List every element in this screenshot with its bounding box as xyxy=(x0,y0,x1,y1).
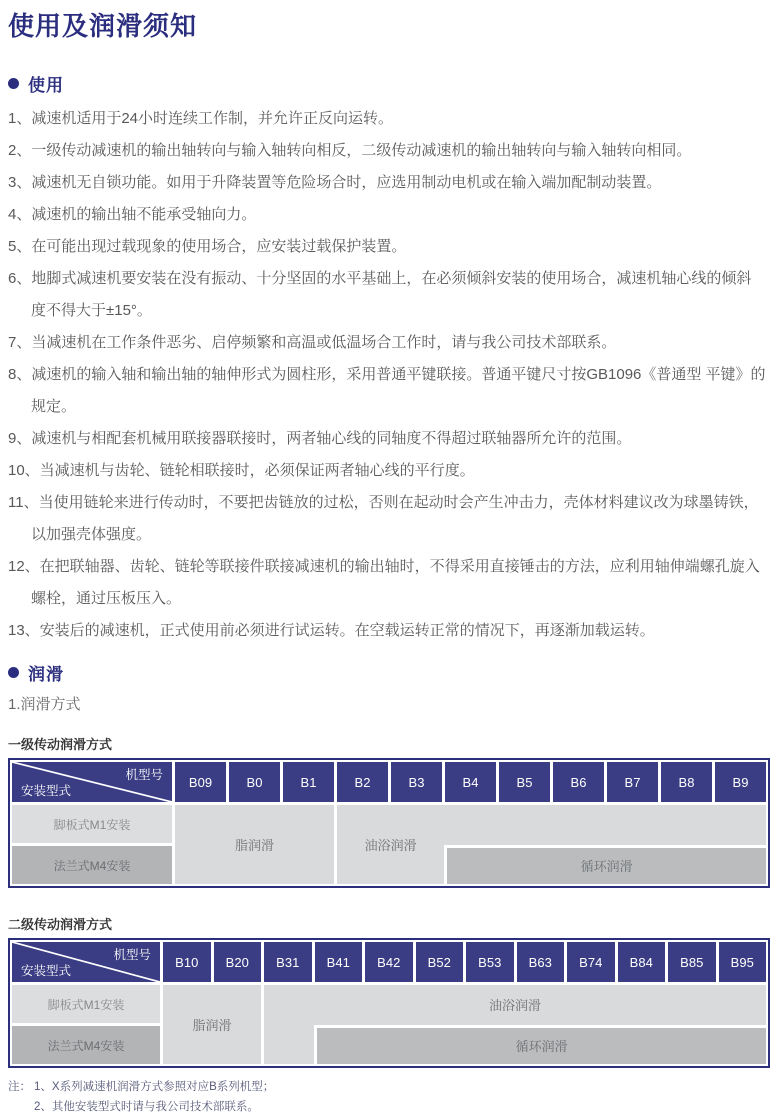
model-header-cell: B4 xyxy=(445,762,496,802)
footnote-indent xyxy=(8,1097,34,1117)
corner-label-mounting: 安装型式 xyxy=(21,784,72,798)
usage-section-title: 使用 xyxy=(28,76,64,95)
mounting-row-header: 法兰式M4安装 xyxy=(12,846,172,884)
oil-bath-region xyxy=(337,805,766,884)
model-header-cell: B8 xyxy=(661,762,712,802)
footnote-line xyxy=(8,1097,766,1117)
grease-lubrication-block: 脂润滑 xyxy=(163,985,261,1064)
usage-instruction-item: 13、安装后的减速机，正式使用前必须进行试运转。在空载运转正常的情况下，再逐渐加载运转。 xyxy=(8,622,655,639)
model-header-cell: B52 xyxy=(416,942,464,982)
usage-instruction-item: 7、当减速机在工作条件恶劣、启停频繁和高温或低温场合工作时，请与我公司技术部联系。 xyxy=(8,334,617,351)
usage-instruction-list xyxy=(8,103,766,647)
model-header-cell: B74 xyxy=(567,942,615,982)
usage-instruction-item: 1、减速机适用于24小时连续工作制，并允许正反向运转。 xyxy=(8,110,394,127)
oil-bath-label: 油浴润滑 xyxy=(364,838,417,853)
model-header-cell: B9 xyxy=(715,762,766,802)
model-header-cell: B6 xyxy=(553,762,604,802)
model-header-cell: B53 xyxy=(466,942,514,982)
usage-instruction-item: 5、在可能出现过载现象的使用场合，应安装过载保护装置。 xyxy=(8,238,407,255)
single-stage-table-caption: 一级传动润滑方式 xyxy=(8,737,113,752)
model-header-cell: B41 xyxy=(315,942,363,982)
table-corner-cell xyxy=(12,942,160,982)
model-header-cell: B84 xyxy=(618,942,666,982)
footnote-text: 2、其他安装型式时请与我公司技术部联系。 xyxy=(34,1101,259,1113)
model-header-cell: B42 xyxy=(365,942,413,982)
single-stage-lubrication-table xyxy=(8,758,770,888)
usage-instruction-item: 3、减速机无自锁功能。如用于升降装置等危险场合时，应选用制动电机或在输入端加配制动装置。 xyxy=(8,174,662,191)
model-header-cell: B85 xyxy=(668,942,716,982)
footnote-prefix: 注： xyxy=(8,1081,31,1093)
mounting-row-header: 脚板式M1安装 xyxy=(12,805,172,843)
model-header-cell: B2 xyxy=(337,762,388,802)
model-header-cell: B95 xyxy=(719,942,767,982)
footnote-line xyxy=(8,1077,766,1097)
oil-bath-label: 油浴润滑 xyxy=(488,998,541,1014)
mounting-row-header: 法兰式M4安装 xyxy=(12,1026,160,1064)
table-corner-cell xyxy=(12,762,172,802)
usage-instruction-item: 6、地脚式减速机要安装在没有振动、十分坚固的水平基础上，在必须倾斜安装的使用场合，减速机轴心线的倾斜度不得大于±15°。 xyxy=(8,270,752,319)
corner-label-model: 机型号 xyxy=(113,948,151,962)
corner-label-model: 机型号 xyxy=(125,768,163,782)
usage-instruction-item: 8、减速机的输入轴和输出轴的轴伸形式为圆柱形，采用普通平键联接。普通平键尺寸按GB1096《普通型 平键》的规定。 xyxy=(8,366,766,415)
model-header-cell: B7 xyxy=(607,762,658,802)
usage-instruction-item: 4、减速机的输出轴不能承受轴向力。 xyxy=(8,206,257,223)
two-stage-lubrication-table xyxy=(8,938,770,1068)
two-stage-table-caption: 二级传动润滑方式 xyxy=(8,917,113,932)
model-header-cell: B09 xyxy=(175,762,226,802)
footnote-text: 1、X系列减速机润滑方式参照对应B系列机型； xyxy=(34,1081,275,1093)
usage-instruction-item: 2、一级传动减速机的输出轴转向与输入轴转向相反，二级传动减速机的输出轴转向与输入轴转向相同。 xyxy=(8,142,692,159)
page-title: 使用及润滑须知 xyxy=(8,11,198,41)
model-header-cell: B31 xyxy=(264,942,312,982)
usage-instruction-item: 10、当减速机与齿轮、链轮相联接时，必须保证两者轴心线的平行度。 xyxy=(8,462,475,479)
lubrication-method-subheading: 1.润滑方式 xyxy=(8,696,81,713)
section-bullet-icon xyxy=(8,667,19,678)
corner-label-mounting: 安装型式 xyxy=(21,964,72,978)
model-header-cell: B10 xyxy=(163,942,211,982)
model-header-cell: B1 xyxy=(283,762,334,802)
lubrication-section-title: 润滑 xyxy=(28,665,64,684)
model-header-cell: B3 xyxy=(391,762,442,802)
grease-lubrication-block: 脂润滑 xyxy=(175,805,334,884)
oil-bath-region xyxy=(264,985,766,1064)
model-header-cell: B63 xyxy=(517,942,565,982)
usage-instruction-item: 12、在把联轴器、齿轮、链轮等联接件联接减速机的输出轴时，不得采用直接锤击的方法，应利用轴伸端螺孔旋入螺栓，通过压板压入。 xyxy=(8,558,760,607)
mounting-row-header: 脚板式M1安装 xyxy=(12,985,160,1023)
circulating-lubrication-block: 循环润滑 xyxy=(314,1025,766,1065)
usage-instruction-item: 11、当使用链轮来进行传动时，不要把齿链放的过松，否则在起动时会产生冲击力，壳体材料建议改为球墨铸铁，以加强壳体强度。 xyxy=(8,494,759,543)
usage-instruction-item: 9、减速机与相配套机械用联接器联接时，两者轴心线的同轴度不得超过联轴器所允许的范围。 xyxy=(8,430,632,447)
usage-section-header xyxy=(8,71,766,96)
footnotes xyxy=(8,1077,766,1117)
lubrication-section-header xyxy=(8,660,766,685)
model-header-cell: B20 xyxy=(214,942,262,982)
circulating-lubrication-block: 循环润滑 xyxy=(444,845,766,885)
model-header-cell: B0 xyxy=(229,762,280,802)
model-header-cell: B5 xyxy=(499,762,550,802)
section-bullet-icon xyxy=(8,78,19,89)
